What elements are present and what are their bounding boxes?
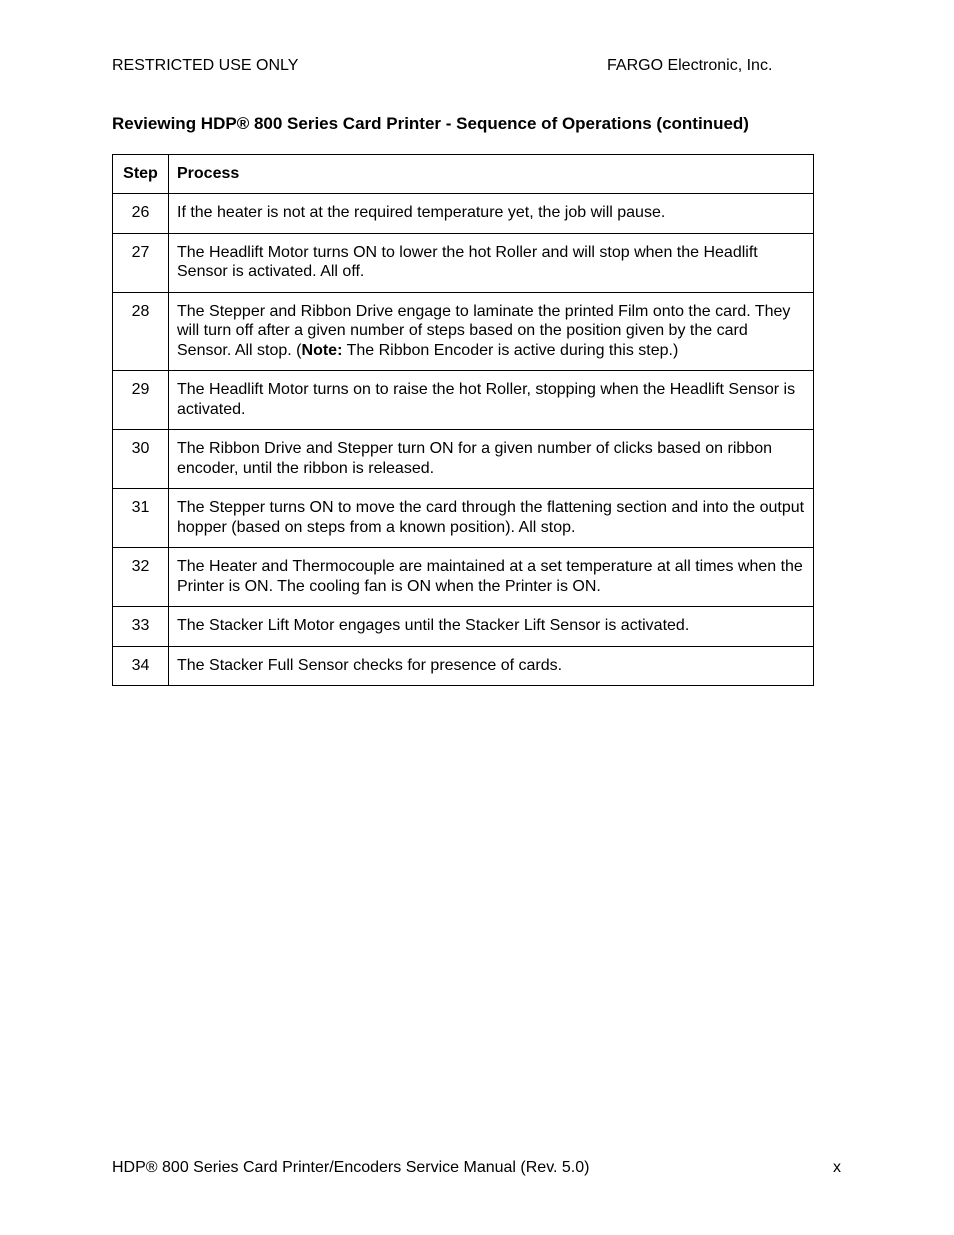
step-number: 32	[113, 548, 169, 607]
table-row	[113, 371, 814, 430]
column-header-step: Step	[113, 155, 169, 194]
footer-manual-title: HDP® 800 Series Card Printer/Encoders Service Manual (Rev. 5.0)	[112, 1159, 590, 1176]
step-number: 34	[113, 646, 169, 686]
process-description: The Stacker Full Sensor checks for presence of cards.	[169, 646, 814, 686]
step-number: 27	[113, 233, 169, 292]
header-restricted: RESTRICTED USE ONLY	[112, 57, 299, 74]
process-description: The Stacker Lift Motor engages until the Stacker Lift Sensor is activated.	[169, 607, 814, 647]
sequence-table	[112, 154, 814, 686]
table-row	[113, 646, 814, 686]
process-description: The Heater and Thermocouple are maintained at a set temperature at all times when the Printer is ON. The cooling fan is ON when the Printer is ON.	[169, 548, 814, 607]
step-number: 29	[113, 371, 169, 430]
step-number: 26	[113, 194, 169, 234]
process-description: The Headlift Motor turns on to raise the hot Roller, stopping when the Headlift Sensor is activated.	[169, 371, 814, 430]
table-row	[113, 607, 814, 647]
process-description: The Headlift Motor turns ON to lower the hot Roller and will stop when the Headlift Sensor is activated. All off.	[169, 233, 814, 292]
section-title: Reviewing HDP® 800 Series Card Printer - Sequence of Operations (continued)	[112, 114, 749, 133]
table-row	[113, 194, 814, 234]
process-description: The Stepper turns ON to move the card through the flattening section and into the output hopper (based on steps from a known position). All stop.	[169, 489, 814, 548]
step-number: 30	[113, 430, 169, 489]
column-header-process: Process	[169, 155, 814, 194]
process-description	[169, 292, 814, 371]
process-text-after-note: The Ribbon Encoder is active during this step.)	[342, 341, 679, 359]
process-description: If the heater is not at the required temperature yet, the job will pause.	[169, 194, 814, 234]
page-number: x	[833, 1159, 841, 1176]
table-row	[113, 548, 814, 607]
table-header-row	[113, 155, 814, 194]
note-label: Note:	[301, 341, 343, 359]
step-number: 31	[113, 489, 169, 548]
process-text-before-note: The Stepper and Ribbon Drive engage to laminate the printed Film onto the card. They will turn off after a given number of steps based on the position given by the card Sensor. All stop. (	[177, 302, 791, 359]
process-description: The Ribbon Drive and Stepper turn ON for a given number of clicks based on ribbon encoder, until the ribbon is released.	[169, 430, 814, 489]
table-row	[113, 489, 814, 548]
step-number: 33	[113, 607, 169, 647]
table-row	[113, 233, 814, 292]
table-row	[113, 430, 814, 489]
step-number: 28	[113, 292, 169, 371]
header-company: FARGO Electronic, Inc.	[607, 57, 773, 74]
table-row	[113, 292, 814, 371]
